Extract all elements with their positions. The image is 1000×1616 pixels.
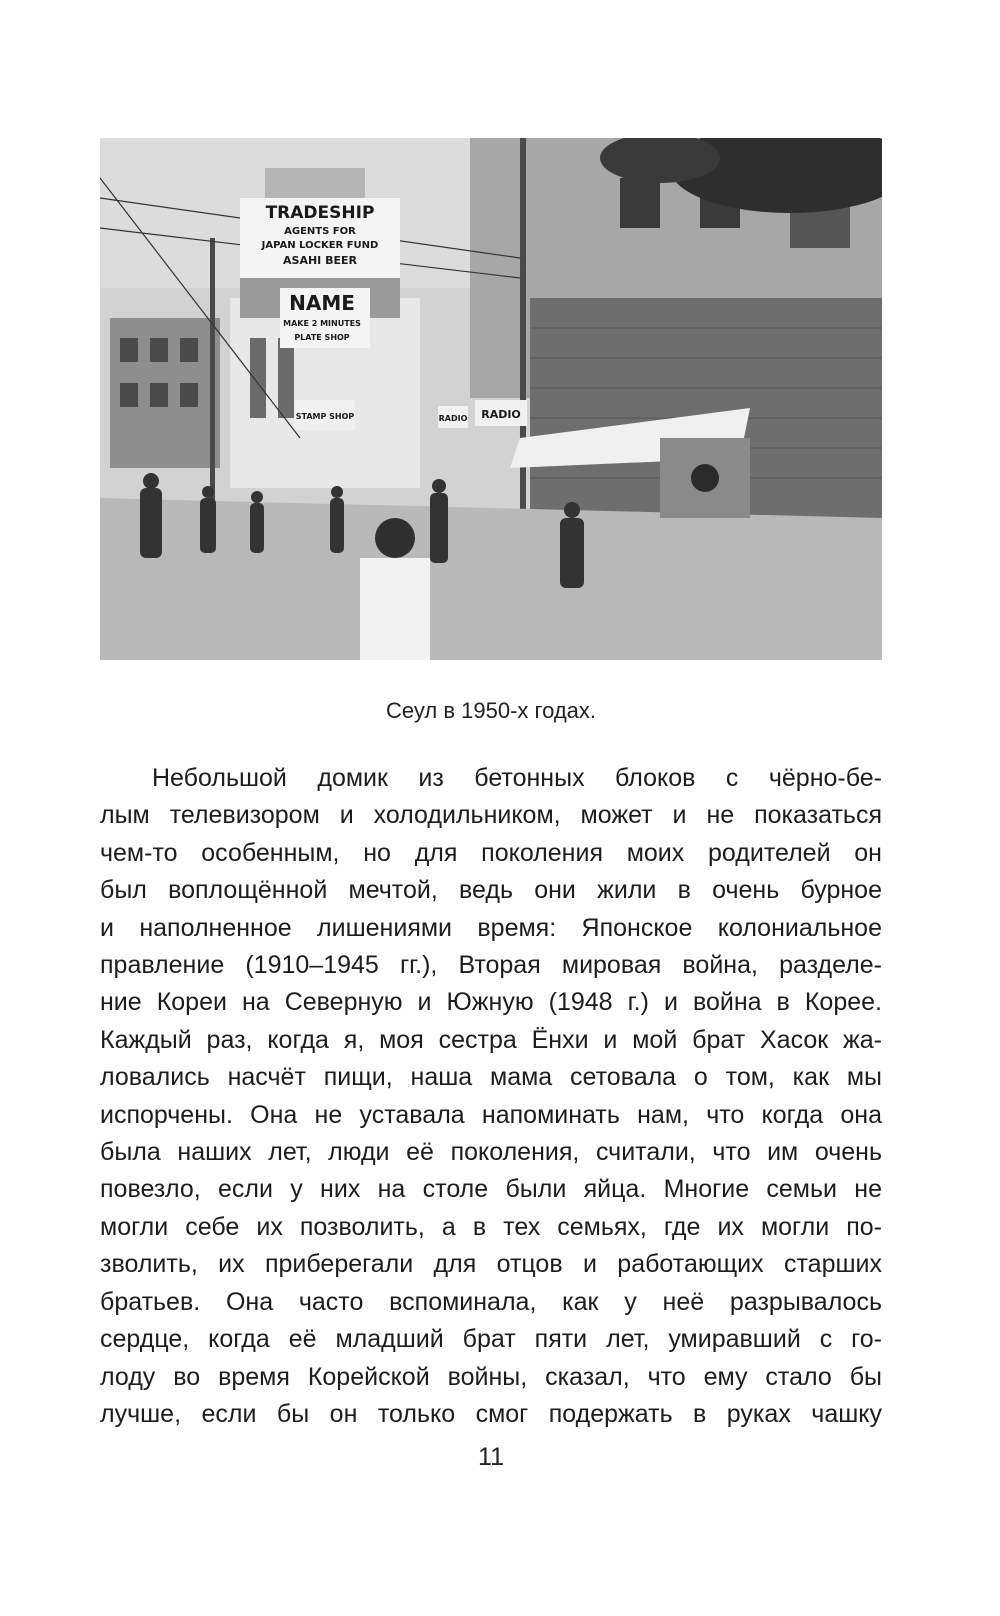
text-line: лоду во время Корейской войны, сказал, что ему стало бы [100,1362,882,1391]
text-line: лучше, если бы он только смог подержать в руках чашку [100,1399,882,1428]
text-line: был воплощённой мечтой, ведь они жили в очень бурное [100,876,882,905]
text-line: сердце, когда её младший брат пяти лет, умиравший с го- [100,1325,882,1354]
tradeship-line3: ASAHI BEER [283,254,357,267]
tradeship-title: TRADESHIP [265,203,375,223]
name-line2: PLATE SHOP [294,333,350,342]
radio-large-label: RADIO [481,408,521,421]
name-title: NAME [289,291,355,315]
text-line: испорчены. Она не уставала напоминать нам, что когда она [100,1100,882,1129]
seoul-street-photo [100,138,882,660]
text-line: и наполненное лишениями время: Японское колониальное [100,913,882,942]
text-line: ловались насчёт пищи, наша мама сетовала о том, как мы [100,1063,882,1092]
tradeship-line2: JAPAN LOCKER FUND [261,240,379,251]
name-line1: MAKE 2 MINUTES [283,319,361,328]
body-paragraph [100,760,882,1433]
tradeship-line1: AGENTS FOR [284,226,356,237]
text-line: Небольшой домик из бетонных блоков с чёрно-бе- [152,764,882,792]
text-line: повезло, если у них на столе были яйца. Многие семьи не [100,1175,882,1204]
photo-caption: Сеул в 1950-х годах. [386,698,596,723]
text-line: лым телевизором и холодильником, может и не показаться [100,801,882,830]
page-number: 11 [478,1443,504,1471]
text-line: братьев. Она часто вспоминала, как у неё разрывалось [100,1287,882,1316]
text-line: чем-то особенным, но для поколения моих родителей он [100,838,882,867]
text-line: правление (1910–1945 гг.), Вторая мировая война, разделе- [100,951,882,980]
radio-small-label: RADIO [438,414,468,423]
text-line: была наших лет, люди её поколения, считали, что им очень [100,1138,882,1167]
stamp-shop-label: STAMP SHOP [295,412,355,421]
text-line: могли себе их позволить, а в тех семьях, где их могли по- [100,1212,882,1241]
text-line: ние Кореи на Северную и Южную (1948 г.) и война в Корее. [100,988,882,1017]
text-line: Каждый раз, когда я, моя сестра Ёнхи и мой брат Хасок жа- [100,1025,882,1054]
text-line: зволить, их приберегали для отцов и работающих старших [100,1250,882,1279]
